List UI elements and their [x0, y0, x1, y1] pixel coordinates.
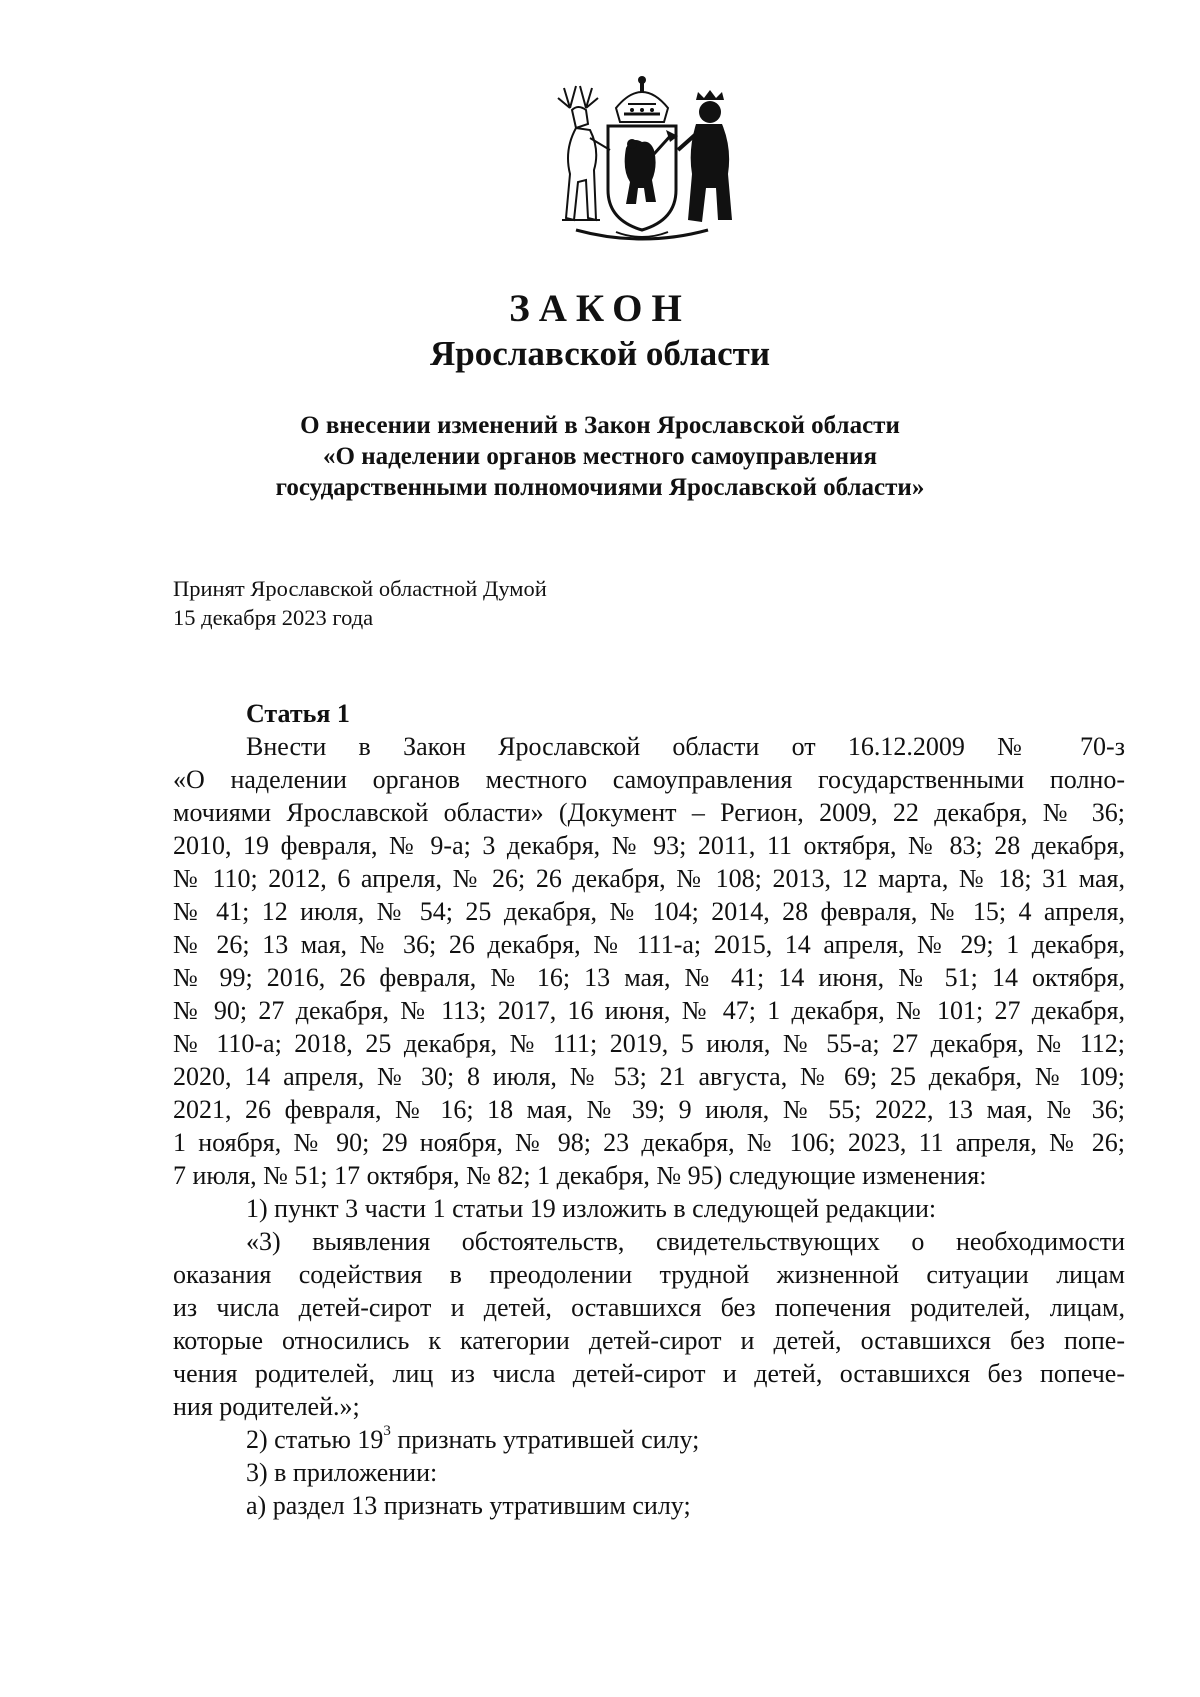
item-3-line: 3) в приложении: [246, 1458, 438, 1487]
subtitle-line: О внесении изменений в Закон Ярославской области [300, 412, 900, 439]
body-line: № 41; 12 июля, № 54; 25 декабря, № 104; 2014, 28 февраля, № 15; 4 апреля, [173, 897, 1125, 926]
body-line: № 26; 13 мая, № 36; 26 декабря, № 111-а; 2015, 14 апреля, № 29; 1 декабря, [173, 930, 1125, 959]
adoption-date: 15 декабря 2023 года [173, 605, 374, 630]
subtitle-line: государственными полномочиями Ярославской области» [275, 474, 925, 501]
item-1-line: 1) пункт 3 части 1 статьи 19 изложить в следующей редакции: [246, 1194, 937, 1223]
quote-line: ния родителей.»; [173, 1392, 360, 1421]
item-2-prefix: 2) статью 19 [246, 1425, 384, 1454]
item-2-superscript: 3 [383, 1423, 391, 1440]
quote-line: «3) выявления обстоятельств, свидетельствующих о необходимости [246, 1227, 1125, 1256]
adoption-note [173, 574, 547, 632]
coat-of-arms-icon [546, 70, 738, 246]
body-line: 2020, 14 апреля, № 30; 8 июля, № 53; 21 августа, № 69; 25 декабря, № 109; [173, 1062, 1125, 1091]
item-2-line [173, 1423, 1125, 1456]
article-body [173, 730, 1125, 1522]
body-line: 7 июля, № 51; 17 октября, № 82; 1 декабря, № 95) следующие изменения: [173, 1161, 987, 1190]
body-line: 2021, 26 февраля, № 16; 18 мая, № 39; 9 июля, № 55; 2022, 13 мая, № 36; [173, 1095, 1125, 1124]
quote-line: из числа детей-сирот и детей, оставшихся без попечения родителей, лицам, [173, 1293, 1125, 1322]
quote-line: чения родителей, лиц из числа детей-сирот и детей, оставшихся без попече- [173, 1359, 1125, 1388]
quote-line: оказания содействия в преодолении трудной жизненной ситуации лицам [173, 1260, 1125, 1289]
body-line: № 99; 2016, 26 февраля, № 16; 13 мая, № 41; 14 июня, № 51; 14 октября, [173, 963, 1125, 992]
law-subtitle [0, 410, 1200, 503]
body-line: 2010, 19 февраля, № 9-а; 3 декабря, № 93; 2011, 11 октября, № 83; 28 декабря, [173, 831, 1125, 860]
document-region: Ярославской области [429, 334, 771, 373]
body-line: № 110; 2012, 6 апреля, № 26; 26 декабря, № 108; 2013, 12 марта, № 18; 31 мая, [173, 864, 1125, 893]
body-line: Внести в Закон Ярославской области от 16.12.2009 № 70-з [246, 732, 1125, 761]
item-3a-line: а) раздел 13 признать утратившим силу; [246, 1491, 691, 1520]
quote-line: которые относились к категории детей-сирот и детей, оставшихся без попе- [173, 1326, 1125, 1355]
item-2-suffix: признать утратившей силу; [390, 1425, 700, 1454]
body-line: № 110-а; 2018, 25 декабря, № 111; 2019, 5 июля, № 55-а; 27 декабря, № 112; [173, 1029, 1125, 1058]
subtitle-line: «О наделении органов местного самоуправления [323, 443, 877, 470]
body-line: № 90; 27 декабря, № 113; 2017, 16 июня, № 47; 1 декабря, № 101; 27 декабря, [173, 996, 1125, 1025]
body-line: 1 ноября, № 90; 29 ноября, № 98; 23 декабря, № 106; 2023, 11 апреля, № 26; [173, 1128, 1125, 1157]
body-line: мочиями Ярославской области» (Документ – Регион, 2009, 22 декабря, № 36; [173, 798, 1125, 827]
adoption-body: Принят Ярославской областной Думой [173, 576, 547, 601]
document-title: ЗАКОН [509, 287, 691, 330]
article-heading: Статья 1 [246, 699, 350, 728]
body-line: «О наделении органов местного самоуправления государственными полно- [173, 765, 1125, 794]
